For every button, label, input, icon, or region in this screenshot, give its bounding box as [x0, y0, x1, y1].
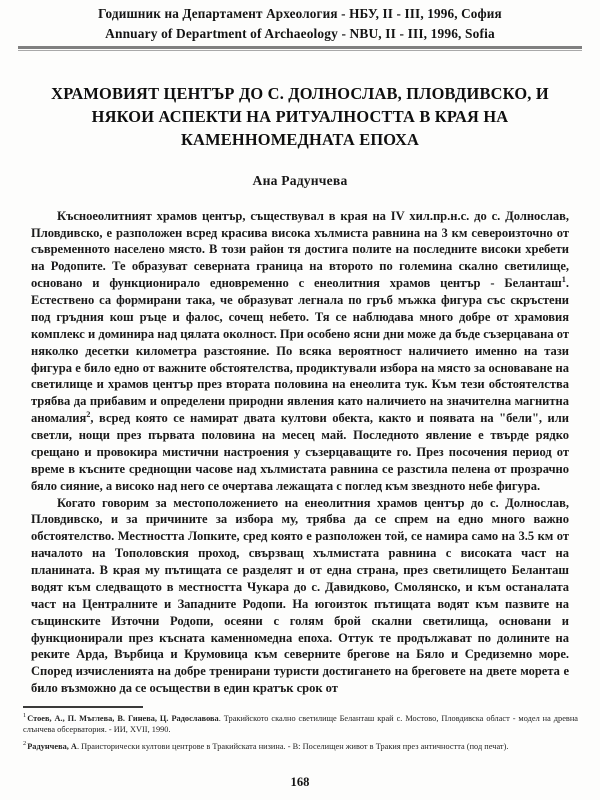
- footnote-item: [23, 741, 578, 753]
- page-title: ХРАМОВИЯТ ЦЕНТЪР ДО С. ДОЛНОСЛАВ, ПЛОВДИВСКО, И НЯКОИ АСПЕКТИ НА РИТУАЛНОСТТА В КРАЯ НА КАМЕННОМЕДНАТА ЕПОХА: [51, 83, 549, 150]
- footnote-ref-1[interactable]: 1: [561, 274, 566, 284]
- paragraph-1-text-part-3: , всред която се намират двата култови обекта, както и появата на "бели", или светли, нощи през първата половина на месец май. Последното явление е твърде рядко срещано и провокира мистични настроения у съзерцаващите го. През посочения период от време в късните среднощни часове над хълмистата равнина се разстила пелена от прозрачно бяло сияние, а високо над него се очертава лежащата с поглед към звездното небе фигура.: [31, 411, 569, 493]
- footnote-marker: 1: [23, 711, 27, 719]
- footnote-separator-rule: [23, 706, 143, 708]
- running-head: [0, 0, 600, 43]
- paragraph-1-text-part-2: . Естествено са формирани така, че образуват легнала по гръб мъжка фигура със скръстени под гръдния кош ръце и фалос, сочещ небето. Тя се наблюдава много добре от храмовия комплекс и доминира над цялата околност. При особено ясни дни може да бъде съзерцавана от няколко десетки километра разстояние. По всяка вероятност наличието именно на тази фигура е било едно от важните обстоятелства, продиктували избора на място за основаване на светилище и храмов център през втората половина на енеолита тук. Към тези обстоятелства трябва да прибавим и определени природни явления като наличието на значителна магнитна аномалия: [31, 276, 569, 426]
- page-number: 168: [290, 775, 310, 789]
- body-paragraph-2: Когато говорим за местоположението на енеолитния храмов център до с. Долнослав, Пловдивско, и за причините за избора му, трябва да се спрем на едно много важно обстоятелство. Местността Лопките, сред която е разположен той, се намира само на 3.5 км от началото на Тополовския проход, свързващ хълмистата равнина с високата част на планината. В края му пътищата се разделят и от една страна, през светилището Беланташ водят към следващото в местността Чукара до с. Давидково, Смолянско, и към останалата част на Централните и Западните Родопи. На югоизток пътищата водят към пазвите на същинските Източни Родопи, осеяни с голям брой скални светилища, основани и функционирали през късната каменномедна епоха. Оттук те продължават по долините на реките Арда, Върбица и Крумовица към северните брегове на Бяло и Средиземно море. Според изчисленията на добре тренирани туристи достигането на бреговете на двете морета е било възможно да се осъществи в един кратък срок от: [31, 495, 569, 696]
- footnote-marker: 2: [23, 740, 27, 748]
- footnote-text: . Тракийското скално светилище Беланташ край с. Мостово, Пловдивска област - модел на древна слънчева обсерватория. - ИИ, XVII, 1990.: [23, 713, 578, 735]
- footnote-section: [23, 706, 578, 758]
- footnote-authors: Радунчева, А: [27, 742, 77, 752]
- footnote-text: . Праисторически култови центрове в Тракийската низина. - В: Поселищен живот в Тракия през античността (под печат).: [76, 742, 509, 752]
- footnote-authors: Стоев, А., П. Мъглева, В. Гинева, Ц. Радославова: [27, 713, 219, 723]
- footnote-ref-2[interactable]: 2: [86, 409, 91, 419]
- paragraph-1-text-part-1: Късноеолитният храмов център, съществувал в края на IV хил.пр.н.с. до с. Долнослав, Пловдивско, е разположен всред красива висока хълмиста равнина на 3 км североизточно от съвременното населено място. В този район тя достига полите на последните високи хребети на Родопите. Те образуват северната граница на второто по големина скално светилище, основано и функционирало едновременно с енеолитния храмов център - Беланташ: [31, 208, 569, 291]
- running-head-english: Annuary of Department of Archaeology - NBU, II - III, 1996, Sofia: [105, 25, 495, 41]
- article-body: [31, 208, 569, 697]
- running-head-bulgarian: Годишник на Департамент Археология - НБУ, II - III, 1996, София: [98, 6, 502, 21]
- header-rule: [18, 46, 582, 49]
- title-block: [44, 82, 556, 189]
- body-paragraph-1: [31, 208, 569, 495]
- footnote-item: [23, 713, 578, 737]
- header-rule-thin: [18, 50, 582, 51]
- article-author: Ана Радунчева: [252, 172, 348, 188]
